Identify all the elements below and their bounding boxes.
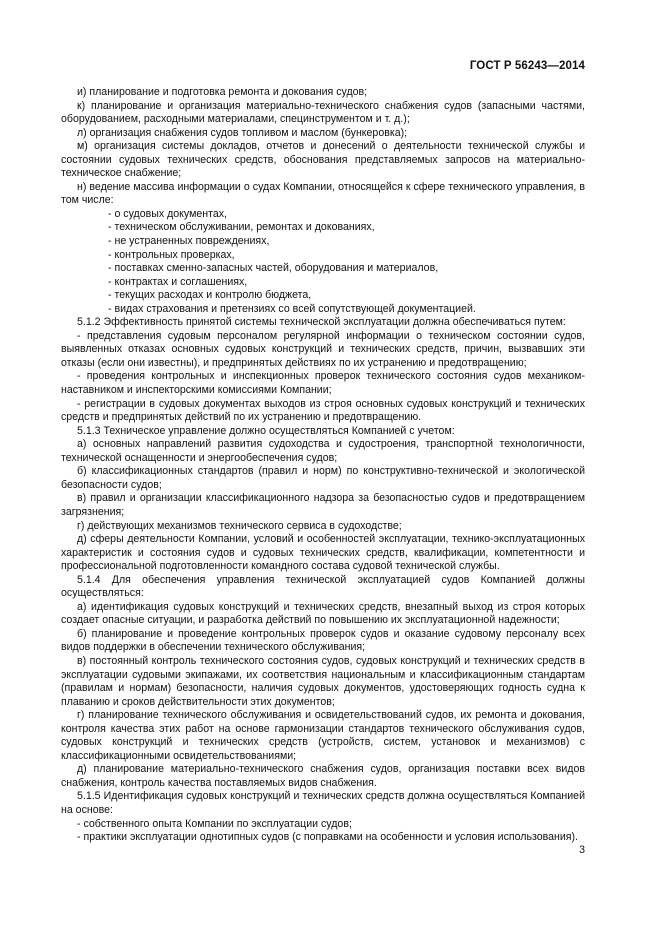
list-item: - не устраненных повреждениях,: [108, 235, 270, 248]
paragraph: - проведения контрольных и инспекционных проверок технического состояния судов механиком-наставником и инспекторскими комиссиями Компании;: [61, 370, 585, 397]
paragraph: б) классификационных стандартов (правил и норм) по конструктивно-технической и экологической безопасности судов;: [61, 465, 585, 491]
paragraph: - собственного опыта Компании по эксплуатации судов;: [77, 817, 352, 830]
list-item: - о судовых документах,: [108, 207, 227, 220]
paragraph: 5.1.4 Для обеспечения управления технической эксплуатацией судов Компанией должны осуществляться:: [61, 573, 585, 600]
paragraph: н) ведение массива информации о судах Компании, относящейся к сфере технического управления, в том числе:: [61, 180, 585, 207]
list-item: - контрактах и соглашениях,: [108, 275, 248, 288]
list-item: - поставках сменно-запасных частей, оборудования и материалов,: [108, 262, 439, 275]
paragraph: д) сферы деятельности Компании, условий и особенностей эксплуатации, технико-эксплуатационных характеристик и состояния судов и судовых технических средств, квалификации, компетентности и профессиональной подготовленности командного состава судовой технической службы.: [61, 533, 585, 573]
paragraph: в) правил и организации классификационного надзора за безопасностью судов и предотвращением загрязнения;: [61, 492, 585, 518]
list-item: - техническом обслуживании, ремонтах и докованиях,: [108, 221, 375, 234]
paragraph: - регистрации в судовых документах выходов из строя основных судовых конструкций и технических средств и предпринятых действий по их устранению и предотвращению.: [61, 397, 585, 424]
paragraph: л) организация снабжения судов топливом и маслом (бункеровка);: [77, 126, 408, 139]
list-item: - контрольных проверках,: [108, 248, 235, 261]
paragraph: 5.1.5 Идентификация судовых конструкций и технических средств должна осуществляться Компанией на основе:: [61, 790, 585, 816]
paragraph: б) планирование и проведение контрольных проверок судов и оказание судовому персоналу всех видов поддержки в обеспечении технического обслуживания;: [61, 627, 585, 654]
paragraph: 5.1.2 Эффективность принятой системы технической эксплуатации должна обеспечиваться путем:: [77, 316, 566, 329]
list-item: - видах страхования и претензиях со всей сопутствующей документацией.: [108, 302, 476, 315]
paragraph: д) планирование материально-технического снабжения судов, организация поставки всех видов снабжения, контроль качества поставляемых видов снабжения.: [61, 763, 585, 789]
paragraph: к) планирование и организация материально-технического снабжения судов (запасными частями, оборудованием, расходными материалами, специнструментом и т. д.);: [61, 99, 585, 126]
paragraph: г) действующих механизмов технического сервиса в судоходстве;: [77, 519, 402, 532]
paragraph: в) постоянный контроль технического состояния судов, судовых конструкций и технических средств в эксплуатации судовыми экипажами, их соответствия национальным и классификационным стандартам (правилам и нормам) безопасности, наличия судовых документов, удостоверяющих годность судна к плаванию и сроков действительности этих документов;: [61, 654, 585, 708]
paragraph: - представления судовым персоналом регулярной информации о техническом состоянии судов, выявленных отказах основных судовых конструкций и технических средств, причин, вызвавших эти отказы (если они известны), и предпринятых действиях по их устранению и предотвращению;: [61, 329, 585, 369]
standard-header: ГОСТ Р 56243—2014: [469, 60, 585, 72]
paragraph: - практики эксплуатации однотипных судов (с поправками на особенности и условия использования).: [77, 831, 578, 844]
paragraph: м) организация системы докладов, отчетов и донесений о деятельности технической службы и состоянии судовых технических средств, обоснования представляемых запросов на материально-техническое снабжение;: [61, 140, 585, 180]
paragraph: г) планирование технического обслуживания и освидетельствований судов, их ремонта и докования, контроля качества этих работ на основе гармонизации стандартов технического обслуживания судов, судовых конструкций и технических средств (устройств, систем, установок и механизмов) с классификационными освидетельствованиями;: [61, 709, 585, 762]
paragraph: 5.1.3 Техническое управление должно осуществляться Компанией с учетом:: [77, 424, 455, 437]
page-number: 3: [579, 844, 585, 856]
document-body: [61, 86, 585, 845]
paragraph: а) основных направлений развития судоходства и судостроения, транспортной технологичности, технической оснащенности и энергообеспечения судов;: [61, 438, 585, 464]
paragraph: а) идентификация судовых конструкций и технических средств, внезапный выход из строя которых создает опасные ситуации, и разработка действий по повышению их эксплуатационной надежности;: [61, 600, 585, 627]
paragraph: и) планирование и подготовка ремонта и докования судов;: [77, 86, 368, 98]
list-item: - текущих расходах и контролю бюджета,: [108, 289, 312, 302]
